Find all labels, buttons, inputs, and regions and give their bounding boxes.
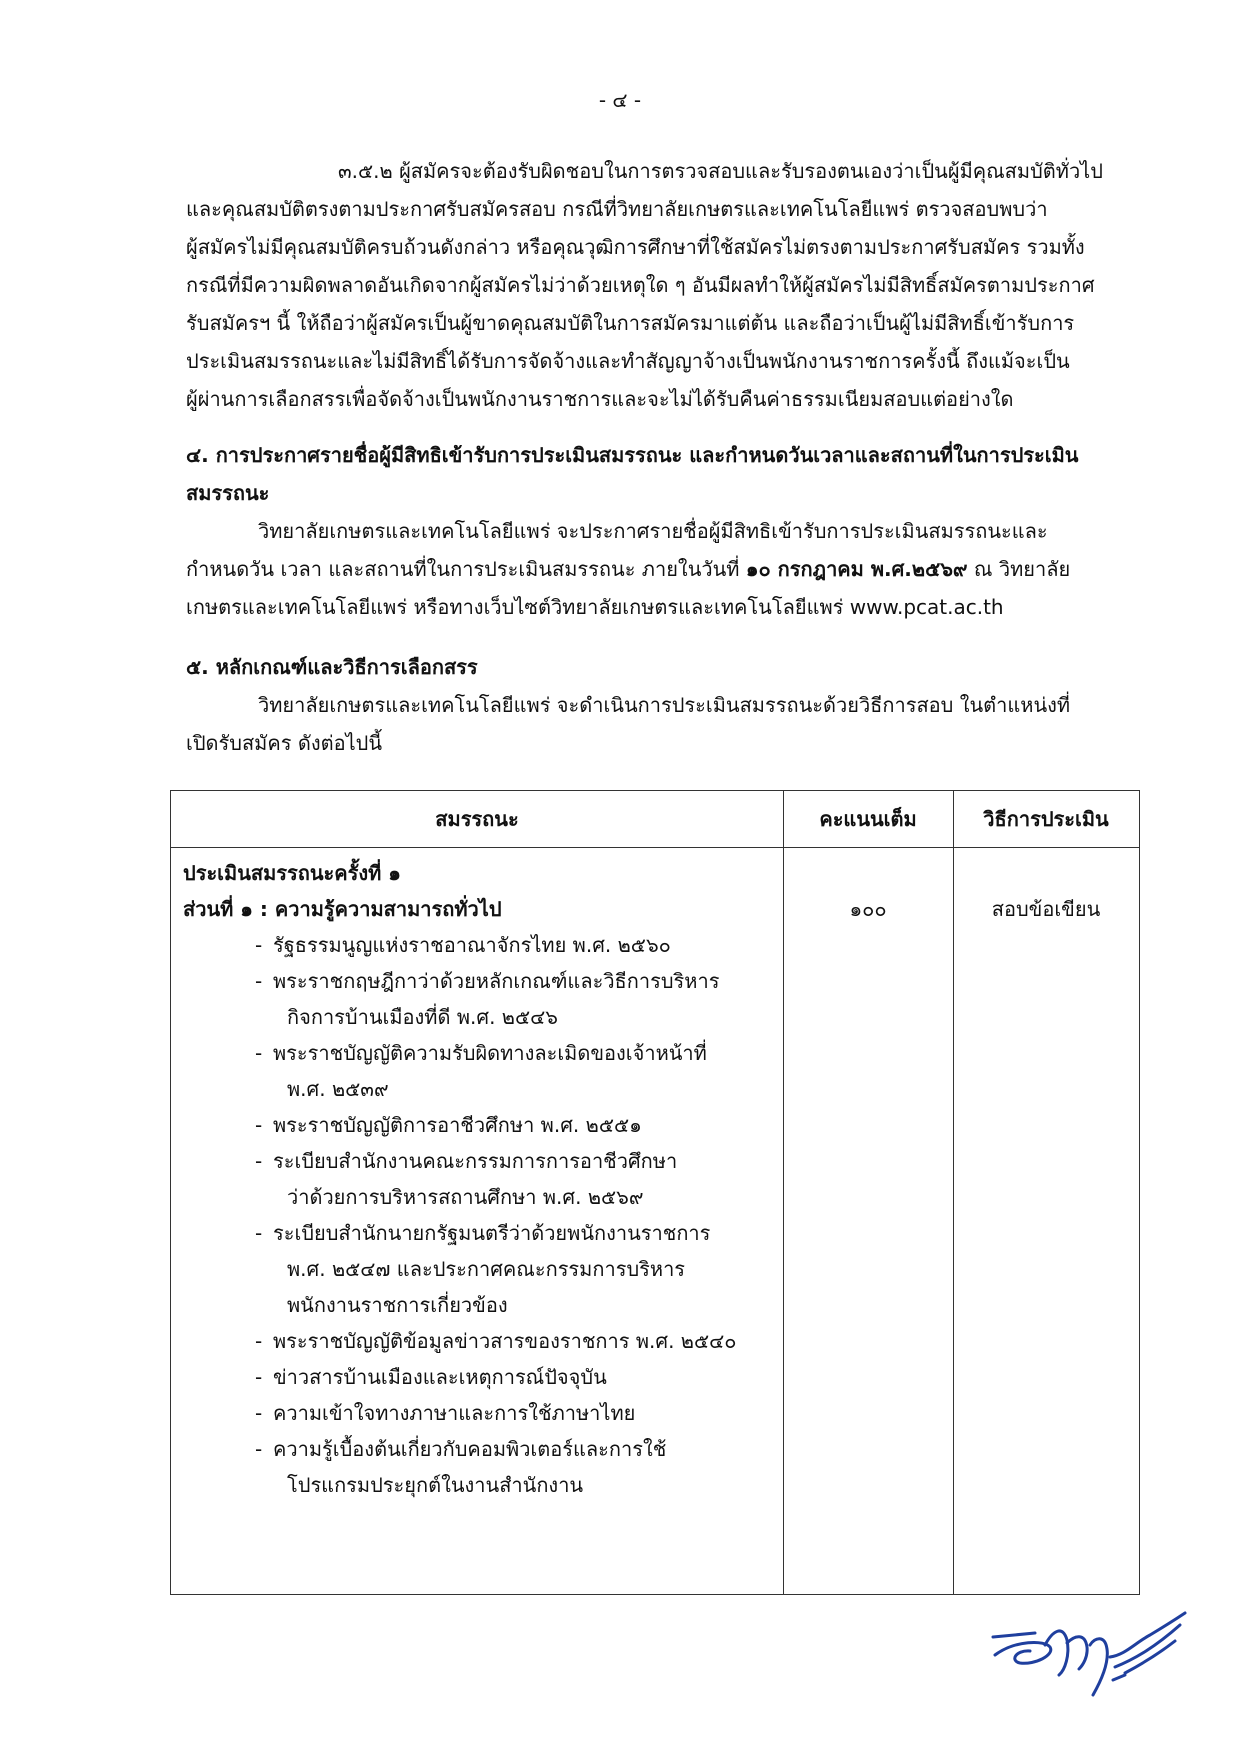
section-4-body-text: กำหนดวัน เวลา และสถานที่ในการประเมินสมรรถนะ ภายในวันที่ — [186, 557, 746, 581]
topic-line-cont — [255, 1179, 773, 1215]
topic-item — [255, 1215, 773, 1323]
topic-line — [255, 1035, 773, 1071]
topic-text: พระราชบัญญัติการอาชีวศึกษา พ.ศ. ๒๕๕๑ — [273, 1113, 642, 1137]
paragraph-line: ผู้สมัครไม่มีคุณสมบัติครบถ้วนดังกล่าว หรือคุณวุฒิการศึกษาที่ใช้สมัครไม่ตรงตามประกาศรับสมัคร รวมทั้ง — [186, 235, 1085, 259]
topic-item — [255, 1107, 773, 1143]
topic-item — [255, 1143, 773, 1215]
method-cell — [953, 891, 1139, 927]
topic-text: พ.ศ. ๒๕๔๗ และประกาศคณะกรรมการบริหาร — [287, 1257, 686, 1281]
competency-table — [170, 790, 1140, 1595]
topic-line-cont — [255, 1251, 773, 1287]
bullet-dash: - — [255, 1113, 263, 1137]
paragraph-line: ประเมินสมรรถนะและไม่มีสิทธิ์ได้รับการจัดจ้างและทำสัญญาจ้างเป็นพนักงานราชการครั้งนี้ ถึงแม้จะเป็น — [186, 349, 1070, 373]
topic-line — [255, 963, 773, 999]
topic-text: กิจการบ้านเมืองที่ดี พ.ศ. ๒๕๔๖ — [287, 1005, 558, 1029]
topic-line — [255, 1395, 773, 1431]
section-4-body-line: วิทยาลัยเกษตรและเทคโนโลยีแพร่ จะประกาศรายชื่อผู้มีสิทธิเข้ารับการประเมินสมรรถนะและ — [258, 519, 1048, 543]
signature-icon — [975, 1585, 1195, 1715]
topic-line — [255, 1431, 773, 1467]
topic-item — [255, 1395, 773, 1431]
topic-text: พนักงานราชการเกี่ยวข้อง — [287, 1293, 508, 1317]
assessment-method: สอบข้อเขียน — [991, 897, 1101, 921]
bullet-dash: - — [255, 1041, 263, 1065]
topic-line — [255, 1359, 773, 1395]
topic-line — [255, 1143, 773, 1179]
announcement-date: ๑๐ กรกฎาคม พ.ศ.๒๕๖๙ — [745, 557, 968, 581]
section-4-body-line: เกษตรและเทคโนโลยีแพร่ หรือทางเว็บไซต์วิทยาลัยเกษตรและเทคโนโลยีแพร่ www.pcat.ac.th — [186, 595, 1004, 619]
topic-line-cont — [255, 1071, 773, 1107]
bullet-dash: - — [255, 969, 263, 993]
topic-text: พระราชบัญญัติข้อมูลข่าวสารของราชการ พ.ศ. ๒๕๔๐ — [273, 1329, 737, 1353]
full-score: ๑๐๐ — [849, 897, 887, 921]
topic-text: ระเบียบสำนักนายกรัฐมนตรีว่าด้วยพนักงานราชการ — [273, 1221, 711, 1245]
topic-item — [255, 1359, 773, 1395]
topic-text: ความเข้าใจทางภาษาและการใช้ภาษาไทย — [273, 1401, 636, 1425]
section-5-body-line: เปิดรับสมัคร ดังต่อไปนี้ — [186, 731, 383, 755]
round-title: ประเมินสมรรถนะครั้งที่ ๑ — [183, 861, 401, 885]
bullet-dash: - — [255, 1401, 263, 1425]
score-cell — [783, 891, 953, 927]
topic-list — [183, 927, 773, 1503]
header-assessment-method: วิธีการประเมิน — [983, 807, 1109, 831]
topic-line-cont — [255, 1467, 773, 1503]
competency-cell — [183, 855, 773, 1503]
bullet-dash: - — [255, 1221, 263, 1245]
paragraph-line: รับสมัครฯ นี้ ให้ถือว่าผู้สมัครเป็นผู้ขาดคุณสมบัติในการสมัครมาแต่ต้น และถือว่าเป็นผู้ไม่มีสิทธิ์เข้ารับการ — [186, 311, 1075, 335]
section-4-heading: ๔. การประกาศรายชื่อผู้มีสิทธิเข้ารับการประเมินสมรรถนะ และกำหนดวันเวลาและสถานที่ในการประเมิน — [186, 443, 1079, 467]
topic-text: พ.ศ. ๒๕๓๙ — [287, 1077, 389, 1101]
bullet-dash: - — [255, 1437, 263, 1461]
topic-item — [255, 963, 773, 1035]
section-4 — [186, 436, 1131, 626]
bullet-dash: - — [255, 1329, 263, 1353]
topic-text: ว่าด้วยการบริหารสถานศึกษา พ.ศ. ๒๕๖๙ — [287, 1185, 644, 1209]
topic-line — [255, 1323, 773, 1359]
topic-item — [255, 1323, 773, 1359]
paragraph-line: กรณีที่มีความผิดพลาดอันเกิดจากผู้สมัครไม่ว่าด้วยเหตุใด ๆ อันมีผลทำให้ผู้สมัครไม่มีสิทธิ์สมัครตามประกาศ — [186, 273, 1095, 297]
bullet-dash: - — [255, 1365, 263, 1389]
header-divider — [171, 847, 1139, 848]
topic-item — [255, 1431, 773, 1503]
bullet-dash: - — [255, 933, 263, 957]
topic-item — [255, 927, 773, 963]
topic-line — [255, 1215, 773, 1251]
topic-text: รัฐธรรมนูญแห่งราชอาณาจักรไทย พ.ศ. ๒๕๖๐ — [273, 933, 671, 957]
section-5 — [186, 648, 1131, 762]
header-competency: สมรรถนะ — [435, 807, 519, 831]
topic-line-cont — [255, 999, 773, 1035]
section-4-heading-cont: สมรรถนะ — [186, 481, 270, 505]
section-4-body-line — [186, 550, 1131, 588]
paragraph-line: และคุณสมบัติตรงตามประกาศรับสมัครสอบ กรณีที่วิทยาลัยเกษตรและเทคโนโลยีแพร่ ตรวจสอบพบว่า — [186, 197, 1048, 221]
page-number: - ๔ - — [598, 88, 642, 112]
topic-item — [255, 1035, 773, 1107]
topic-text: ความรู้เบื้องต้นเกี่ยวกับคอมพิวเตอร์และการใช้ — [273, 1437, 667, 1461]
topic-line — [255, 1107, 773, 1143]
topic-text: พระราชกฤษฎีกาว่าด้วยหลักเกณฑ์และวิธีการบริหาร — [273, 969, 720, 993]
topic-line-cont — [255, 1287, 773, 1323]
section-5-heading: ๕. หลักเกณฑ์และวิธีการเลือกสรร — [186, 655, 478, 679]
topic-text: โปรแกรมประยุกต์ในงานสำนักงาน — [287, 1473, 584, 1497]
topic-text: ระเบียบสำนักงานคณะกรรมการการอาชีวศึกษา — [273, 1149, 678, 1173]
bullet-dash: - — [255, 1149, 263, 1173]
section-4-body-text: ณ วิทยาลัย — [967, 557, 1071, 581]
paragraph-3-5-2 — [186, 152, 1131, 418]
paragraph-line: ผู้ผ่านการเลือกสรรเพื่อจัดจ้างเป็นพนักงานราชการและจะไม่ได้รับคืนค่าธรรมเนียมสอบแต่อย่างใด — [186, 387, 1014, 411]
header-full-score: คะแนนเต็ม — [819, 807, 917, 831]
topic-line — [255, 927, 773, 963]
paragraph-line: ๓.๕.๒ ผู้สมัครจะต้องรับผิดชอบในการตรวจสอบและรับรองตนเองว่าเป็นผู้มีคุณสมบัติทั่วไป — [338, 159, 1103, 183]
topic-text: ข่าวสารบ้านเมืองและเหตุการณ์ปัจจุบัน — [273, 1365, 607, 1389]
section-5-body-line: วิทยาลัยเกษตรและเทคโนโลยีแพร่ จะดำเนินการประเมินสมรรถนะด้วยวิธีการสอบ ในตำแหน่งที่ — [258, 693, 1071, 717]
part-title: ส่วนที่ ๑ : ความรู้ความสามารถทั่วไป — [183, 897, 502, 921]
topic-text: พระราชบัญญัติความรับผิดทางละเมิดของเจ้าหน้าที่ — [273, 1041, 707, 1065]
